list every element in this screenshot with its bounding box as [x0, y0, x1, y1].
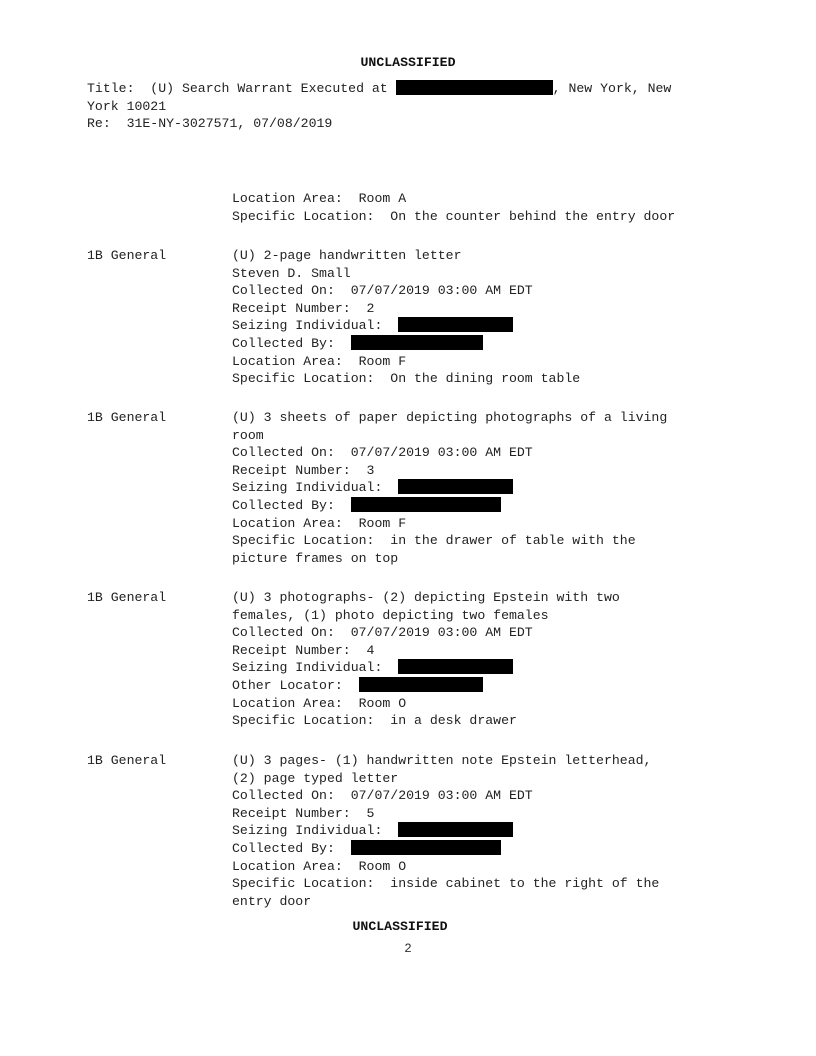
- collected-by-label: Collected By:: [232, 335, 335, 351]
- description-line: (U) 3 pages- (1) handwritten note Epstein letterhead,: [232, 753, 652, 768]
- continued-entry: [232, 190, 675, 225]
- redaction-box: [359, 677, 483, 692]
- collected-by-label: Collected By:: [232, 497, 335, 513]
- specific-location: Specific Location: On the counter behind the entry door: [232, 208, 676, 224]
- specific-location: Specific Location: On the dining room table: [232, 371, 581, 387]
- specific-location: Specific Location: in a desk drawer: [232, 713, 517, 729]
- description-line: (U) 3 sheets of paper depicting photographs of a living: [232, 410, 668, 425]
- location-area: Location Area: Room O: [232, 858, 407, 874]
- entry-body: [232, 589, 732, 730]
- collected-on: Collected On: 07/07/2019 03:00 AM EDT: [232, 788, 533, 804]
- entry-tag: 1B General: [87, 410, 167, 425]
- seizing-individual-row: [232, 479, 732, 497]
- location-area: Location Area: Room F: [232, 353, 407, 369]
- specific-location: Specific Location: inside cabinet to the right of the: [232, 876, 660, 892]
- description-line: (2) page typed letter: [232, 770, 399, 786]
- document-header: [87, 80, 727, 133]
- collected-by-row: [232, 335, 732, 353]
- location-area: Location Area: Room F: [232, 515, 407, 531]
- redaction-box: [351, 840, 501, 855]
- seizing-individual-row: [232, 317, 732, 335]
- other-locator-label: Other Locator:: [232, 677, 343, 693]
- description-line: Steven D. Small: [232, 265, 351, 281]
- entry-body: [232, 409, 732, 567]
- receipt-number: Receipt Number: 4: [232, 642, 375, 658]
- seizing-individual-label: Seizing Individual:: [232, 823, 383, 839]
- description-line: (U) 3 photographs- (2) depicting Epstein with two: [232, 590, 620, 605]
- redaction-box: [398, 822, 513, 837]
- collected-by-row: [232, 497, 732, 515]
- description-line: (U) 2-page handwritten letter: [232, 248, 462, 263]
- collected-on: Collected On: 07/07/2019 03:00 AM EDT: [232, 445, 533, 461]
- classification-banner-bottom: UNCLASSIFIED: [352, 919, 448, 934]
- seizing-individual-row: [232, 659, 732, 677]
- redaction-box: [351, 335, 483, 350]
- collected-by-label: Collected By:: [232, 840, 335, 856]
- page-number: 2: [404, 942, 412, 956]
- collected-on: Collected On: 07/07/2019 03:00 AM EDT: [232, 283, 533, 299]
- entry-tag: 1B General: [87, 753, 167, 768]
- receipt-number: Receipt Number: 3: [232, 462, 375, 478]
- collected-on: Collected On: 07/07/2019 03:00 AM EDT: [232, 625, 533, 641]
- specific-location: Specific Location: in the drawer of table with the: [232, 533, 636, 549]
- location-area: Location Area: Room O: [232, 695, 407, 711]
- seizing-individual-label: Seizing Individual:: [232, 660, 383, 676]
- redaction-box: [398, 317, 513, 332]
- description-line: room: [232, 427, 264, 443]
- entry-tag: 1B General: [87, 590, 167, 605]
- re-line: Re: 31E-NY-3027571, 07/08/2019: [87, 116, 333, 132]
- entry-body: [232, 247, 732, 388]
- title-suffix: , New York, New: [552, 81, 672, 96]
- redaction-box: [398, 659, 513, 674]
- specific-location-cont: picture frames on top: [232, 550, 399, 566]
- other-locator-row: [232, 677, 732, 695]
- entry-tag: 1B General: [87, 248, 167, 263]
- title-line-2: York 10021: [87, 98, 167, 114]
- description-line: females, (1) photo depicting two females: [232, 607, 549, 623]
- redaction-box: [396, 80, 553, 95]
- classification-banner-top: UNCLASSIFIED: [360, 55, 456, 70]
- redaction-box: [398, 479, 513, 494]
- receipt-number: Receipt Number: 2: [232, 300, 375, 316]
- seizing-individual-row: [232, 822, 732, 840]
- title-prefix: Title: (U) Search Warrant Executed at: [87, 81, 396, 96]
- entry-body: [232, 752, 732, 910]
- seizing-individual-label: Seizing Individual:: [232, 480, 383, 496]
- redaction-box: [351, 497, 501, 512]
- receipt-number: Receipt Number: 5: [232, 805, 375, 821]
- title-line: [87, 80, 727, 98]
- seizing-individual-label: Seizing Individual:: [232, 318, 383, 334]
- location-area: Location Area: Room A: [232, 191, 407, 206]
- specific-location-cont: entry door: [232, 893, 312, 909]
- collected-by-row: [232, 840, 732, 858]
